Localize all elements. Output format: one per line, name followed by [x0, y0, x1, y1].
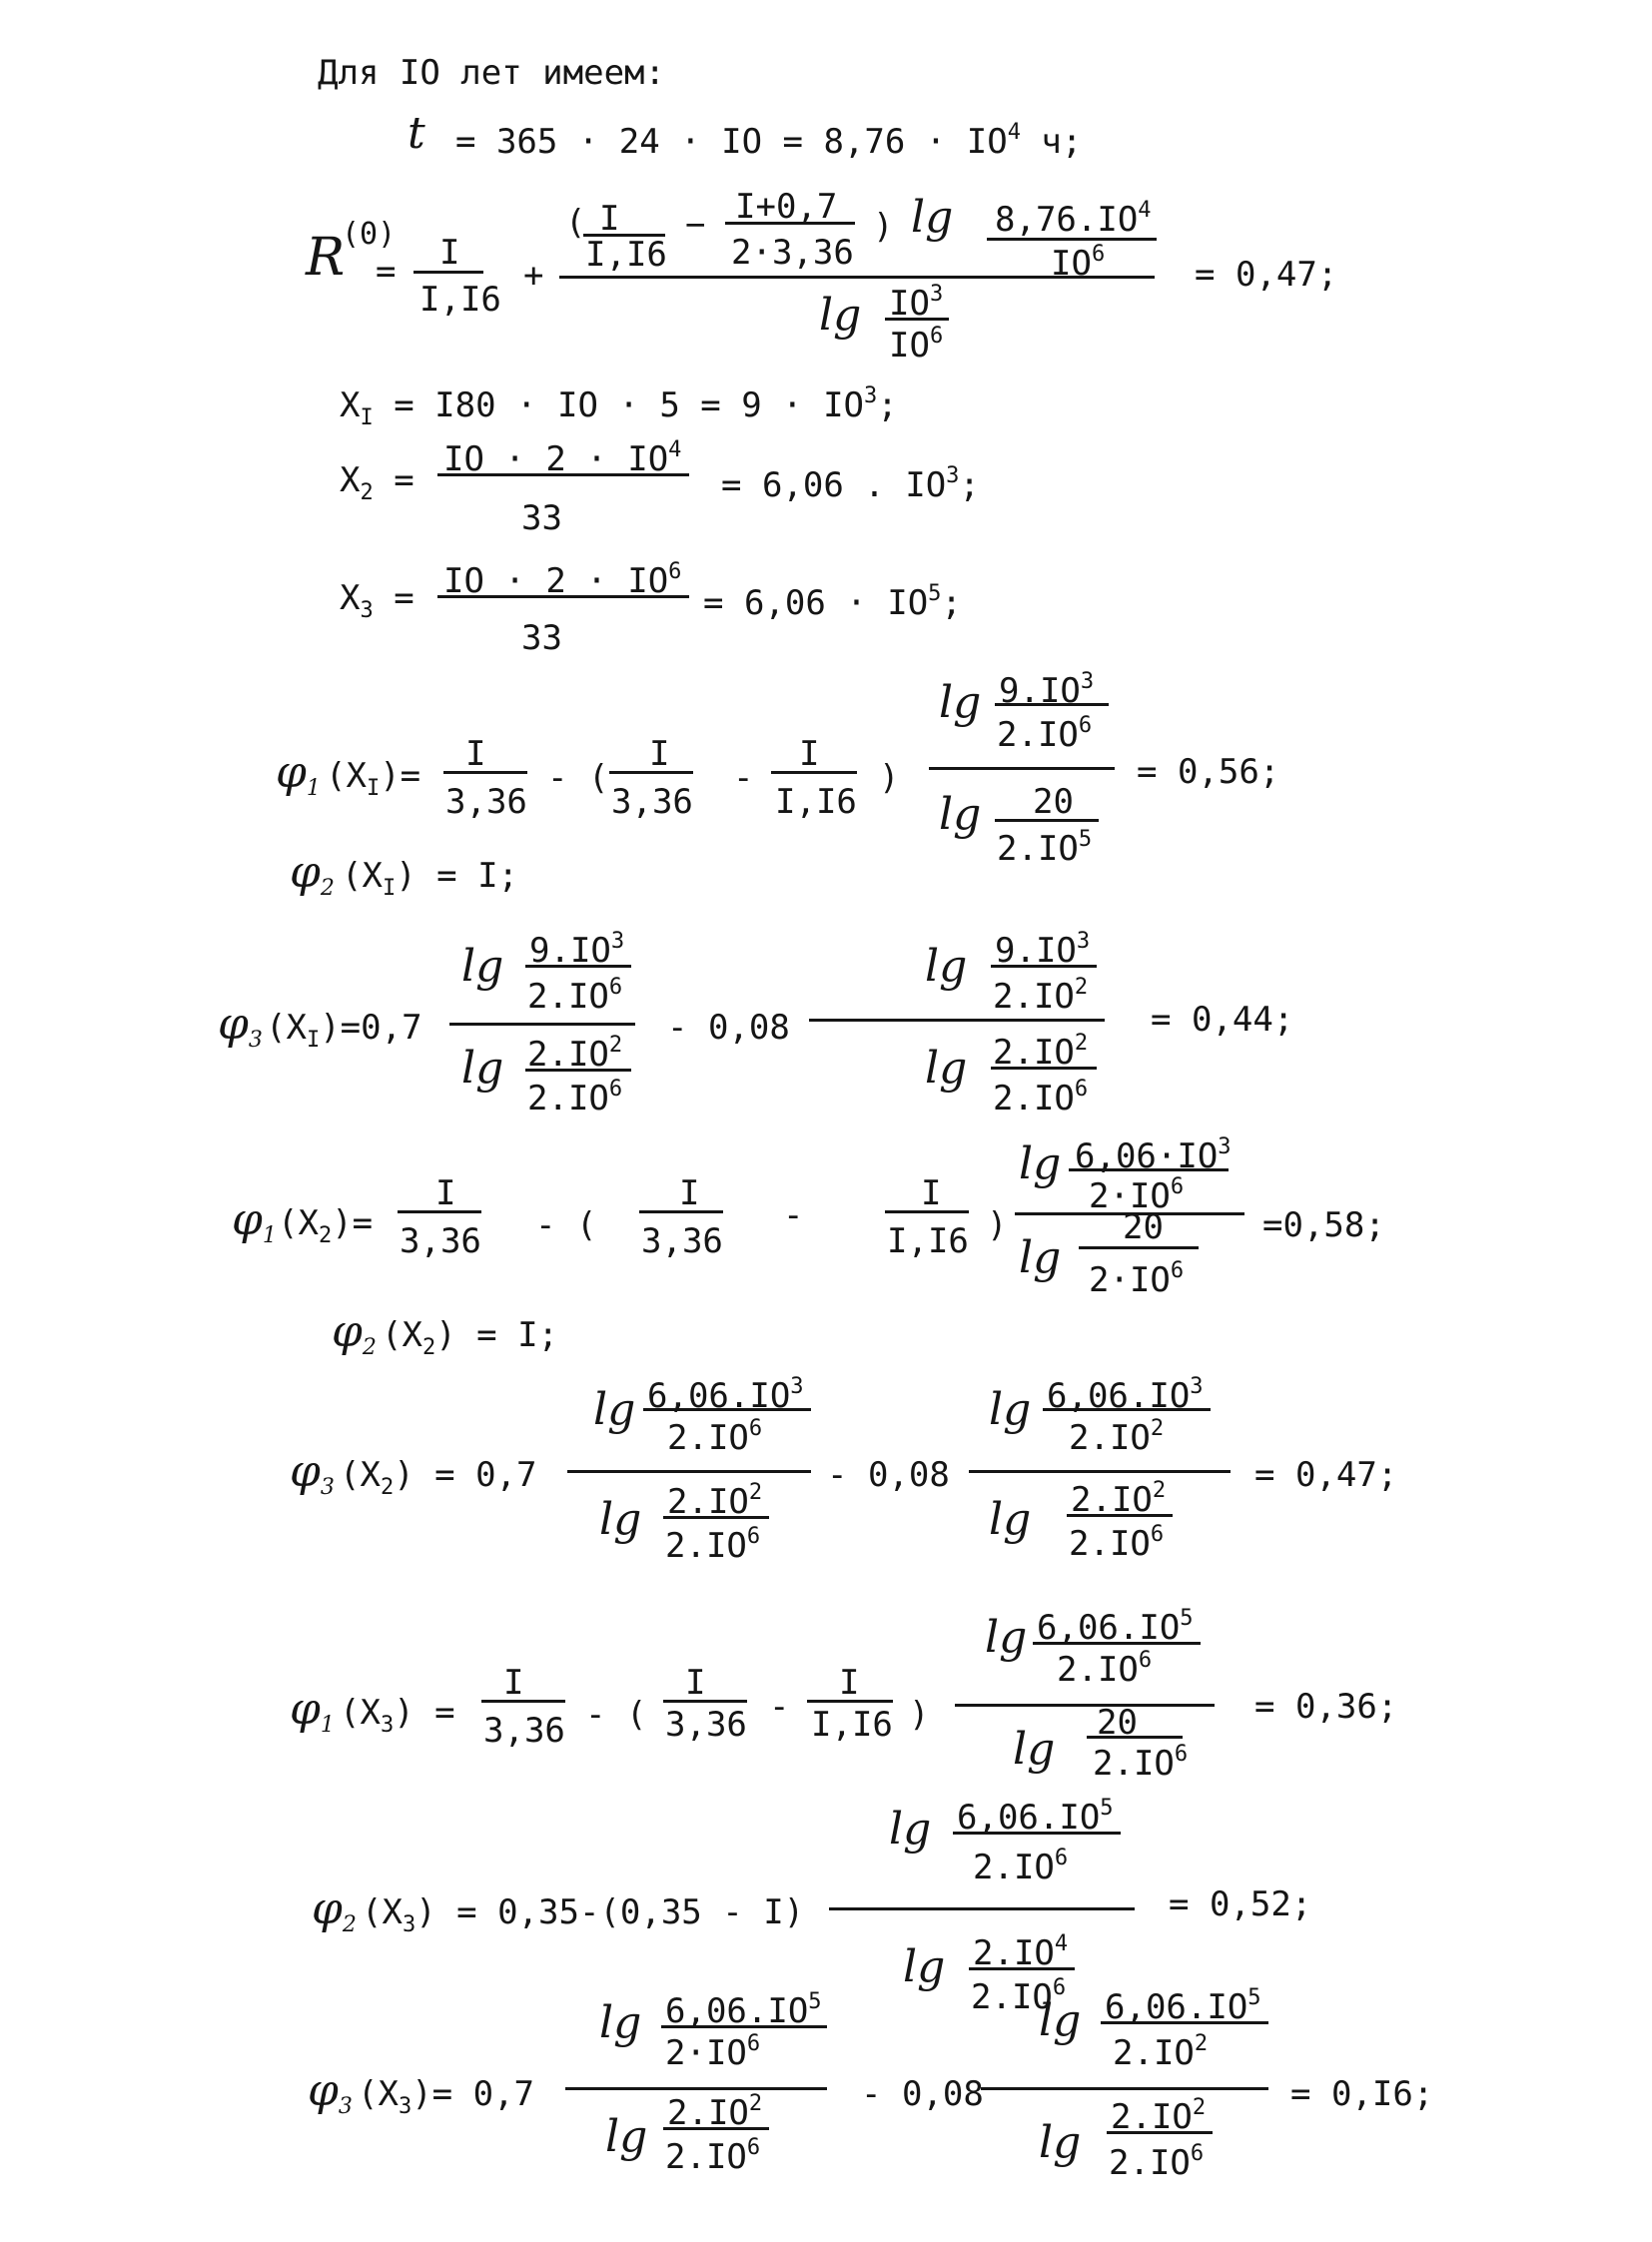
fraction-bar	[1079, 1246, 1199, 1249]
fraction-bar	[663, 1516, 769, 1519]
frac-den: I,I6	[811, 1705, 893, 1745]
lg-label: lg	[903, 1941, 946, 1992]
frac-num: I	[921, 1173, 942, 1213]
phi-symbol: φ2	[312, 1883, 357, 1937]
frac-den: 3,36	[641, 1221, 723, 1261]
r-frac-a-den: I,I6	[419, 280, 501, 320]
frac-num: $6,06.IO^3$	[647, 1374, 804, 1416]
result: = 0,56;	[1137, 752, 1280, 792]
fraction-bar	[639, 1210, 723, 1213]
minus-coefficient: - 0,08	[667, 1008, 790, 1048]
phi1-x2-arg: $(X_2)=$	[278, 1203, 374, 1248]
frac-den: $2.IO^6$	[527, 975, 623, 1017]
main-fraction-bar	[969, 1470, 1231, 1473]
fraction-bar	[1087, 1736, 1183, 1739]
fraction-bar	[771, 771, 857, 774]
r-close-paren: )	[873, 207, 894, 247]
frac-den: $2\cdot IO^6$	[1089, 1174, 1185, 1216]
fraction-bar	[987, 238, 1157, 241]
phi-symbol: φ1	[276, 747, 321, 801]
frac-den: $2.IO^6$	[527, 1077, 623, 1119]
lg-label: lg	[989, 1494, 1032, 1545]
frac-num: I	[503, 1663, 524, 1703]
main-fraction-bar	[567, 1470, 811, 1473]
phi3-x1-arg: $(X_I)=0,7$	[266, 1008, 422, 1053]
r-frac-d-den: $IO^6$	[1051, 242, 1106, 284]
phi2-x1-body: $(X_I) = I$;	[342, 856, 519, 901]
minus-coefficient: - 0,08	[827, 1455, 950, 1495]
frac-num: $6,06.IO^5$	[665, 1989, 822, 2031]
result: =0,58;	[1262, 1205, 1385, 1245]
frac-num: I	[685, 1663, 706, 1703]
phi-symbol: φ2	[290, 847, 335, 901]
frac-den: $2.IO^6$	[1093, 1742, 1189, 1784]
frac-den: $2\cdot IO^6$	[665, 2031, 761, 2073]
result: = 0,47;	[1254, 1455, 1398, 1495]
lg-label: lg	[461, 941, 504, 992]
lg-label: lg	[1019, 1138, 1062, 1189]
frac-num: $6,06.IO^3$	[1047, 1374, 1204, 1416]
frac-num: I	[839, 1663, 860, 1703]
frac-num: $2.IO^2$	[1071, 1478, 1167, 1520]
lg-label: lg	[599, 1494, 642, 1545]
frac-den: $2\cdot IO^6$	[1089, 1258, 1185, 1300]
fraction-bar	[885, 1210, 969, 1213]
frac-den: $2.IO^5$	[997, 827, 1093, 869]
fraction-bar	[609, 771, 693, 774]
close-paren: )	[879, 758, 900, 798]
frac-num: $9.IO^3$	[995, 929, 1091, 971]
fraction-bar	[1107, 2131, 1213, 2134]
phi-symbol: φ3	[308, 2065, 353, 2119]
x3-num: IO · $2 \cdot IO^6$	[443, 559, 682, 601]
x2-den: 33	[521, 498, 562, 538]
main-fraction-bar	[559, 276, 1155, 279]
r-frac-c-den: 2·3,36	[731, 233, 854, 273]
r-frac-b-num: I	[599, 199, 620, 239]
frac-num: 20	[1097, 1703, 1138, 1743]
frac-num: $9.IO^3$	[529, 929, 625, 971]
r-lg-2: lg	[819, 290, 862, 341]
frac-den: $2.IO^6$	[973, 1846, 1069, 1887]
frac-den: $2.IO^6$	[1109, 2141, 1205, 2183]
fraction-bar	[807, 1700, 893, 1703]
phi2-x2-body: $(X_2) = I$;	[382, 1315, 559, 1360]
frac-num: $2.IO^2$	[993, 1031, 1089, 1073]
r-minus: −	[685, 205, 706, 245]
fraction-bar	[481, 1700, 565, 1703]
lg-label: lg	[925, 1043, 968, 1094]
frac-den: 3,36	[665, 1705, 747, 1745]
lg-label: lg	[939, 677, 982, 728]
main-fraction-bar	[829, 1907, 1135, 1910]
result: = 0,36;	[1254, 1687, 1398, 1727]
fraction-bar	[437, 473, 689, 476]
r-frac-d-num: $8,76.IO^4$	[995, 198, 1152, 240]
phi-symbol: φ2	[332, 1306, 377, 1360]
main-fraction-bar	[809, 1019, 1105, 1022]
frac-num: $9.IO^3$	[999, 669, 1095, 711]
result: = 0,44;	[1151, 1000, 1294, 1040]
minus-coefficient: - 0,08	[861, 2074, 984, 2114]
open-paren: - (	[585, 1695, 647, 1735]
main-fraction-bar	[929, 767, 1115, 770]
fraction-bar	[663, 1700, 747, 1703]
lg-label: lg	[1039, 2117, 1082, 2168]
main-fraction-bar	[565, 2087, 827, 2090]
fraction-bar	[525, 965, 631, 968]
fraction-bar	[398, 1210, 481, 1213]
close-paren: )	[909, 1695, 930, 1735]
frac-num: I	[799, 734, 820, 774]
t-rhs: = 365 · 24 · IO = $8,76 \cdot IO^4$ ч;	[455, 120, 1083, 162]
main-fraction-bar	[449, 1023, 635, 1026]
fraction-bar	[953, 1832, 1121, 1835]
lg-label: lg	[1019, 1232, 1062, 1283]
minus: -	[783, 1195, 804, 1235]
fraction-bar	[525, 1069, 631, 1072]
lg-label: lg	[599, 1997, 642, 2048]
frac-num: 20	[1123, 1207, 1164, 1247]
phi1-x3-arg: $(X_3)$ =	[340, 1693, 455, 1738]
main-fraction-bar	[981, 2087, 1268, 2090]
header-text: Для IO лет имеем:	[318, 53, 665, 93]
fraction-bar	[885, 318, 949, 321]
r-equals: =	[376, 252, 397, 292]
x3-lhs: $X_3$ =	[340, 578, 414, 623]
phi-symbol: φ1	[232, 1194, 277, 1248]
frac-den: 3,36	[445, 782, 527, 822]
frac-num: $2.IO^2$	[667, 2091, 763, 2133]
frac-den: $2.IO^6$	[993, 1077, 1089, 1119]
fraction-bar	[413, 271, 483, 274]
phi3-x3-arg: $(X_3)= 0,7$	[358, 2074, 535, 2119]
r-symbol: R	[306, 228, 346, 288]
fraction-bar	[725, 222, 855, 225]
minus: -	[733, 758, 754, 798]
frac-num: $6,06.IO^5$	[1037, 1606, 1194, 1648]
frac-den: I,I6	[775, 782, 857, 822]
x2-rhs: = 6,06 . $IO^3$;	[721, 463, 980, 505]
frac-den: $2.IO^6$	[665, 2135, 761, 2177]
frac-num: $2.IO^2$	[667, 1480, 763, 1522]
frac-num: 20	[1033, 782, 1074, 822]
fraction-bar	[991, 965, 1097, 968]
lg-label: lg	[985, 1612, 1028, 1663]
fraction-bar	[1033, 1642, 1201, 1645]
frac-num: $2.IO^2$	[1111, 2095, 1207, 2137]
frac-num: $6,06\cdot IO^3$	[1075, 1134, 1232, 1176]
frac-den: $2.IO^2$	[1113, 2031, 1209, 2073]
lg-label: lg	[989, 1384, 1032, 1435]
fraction-bar	[1067, 1514, 1173, 1517]
x1-lhs: $X_I = I80$ · IO · $5 = 9 \cdot IO^3$;	[340, 383, 898, 430]
r-plus: +	[523, 256, 544, 296]
r-superscript: (0)	[342, 217, 397, 252]
lg-label: lg	[889, 1804, 932, 1855]
fraction-bar	[991, 1067, 1097, 1070]
fraction-bar	[1043, 1408, 1211, 1411]
fraction-bar	[995, 703, 1109, 706]
frac-den: $2.IO^6$	[1069, 1522, 1165, 1564]
open-paren: - (	[547, 758, 609, 798]
lg-label: lg	[925, 941, 968, 992]
frac-den: $2.IO^2$	[1069, 1416, 1165, 1458]
lg-label: lg	[1039, 1995, 1082, 2046]
frac-num: $2.IO^2$	[527, 1033, 623, 1075]
fraction-bar	[995, 819, 1099, 822]
frac-den: I,I6	[887, 1221, 969, 1261]
result: = 0,52;	[1169, 1884, 1312, 1924]
phi-symbol: φ3	[290, 1446, 335, 1500]
close-paren: )	[987, 1205, 1008, 1245]
main-fraction-bar	[955, 1704, 1215, 1707]
fraction-bar	[1101, 2021, 1268, 2024]
fraction-bar	[1069, 1168, 1229, 1171]
frac-num: $6,06.IO^5$	[1105, 1985, 1261, 2027]
r-lg-1: lg	[911, 192, 954, 243]
fraction-bar	[969, 1967, 1075, 1970]
phi1-x1-arg: $(X_I)=$	[326, 756, 421, 801]
x3-den: 33	[521, 618, 562, 658]
lg-label: lg	[593, 1384, 636, 1435]
frac-num: I	[435, 1173, 456, 1213]
result: = 0,I6;	[1290, 2074, 1434, 2114]
r-frac-c-num: I+0,7	[735, 187, 838, 227]
x3-rhs: = $6,06 \cdot IO^5$;	[703, 581, 962, 623]
frac-den: $2.IO^6$	[997, 713, 1093, 755]
fraction-bar	[437, 595, 689, 598]
minus: -	[769, 1687, 790, 1727]
lg-label: lg	[939, 789, 982, 840]
frac-den: 3,36	[483, 1711, 565, 1751]
x2-lhs: $X_2$ =	[340, 460, 414, 505]
open-paren: - (	[535, 1205, 597, 1245]
lg-label: lg	[461, 1043, 504, 1094]
frac-num: I	[679, 1173, 700, 1213]
t-symbol: t	[408, 108, 425, 159]
frac-num: $6,06.IO^5$	[957, 1796, 1114, 1838]
frac-num: I	[465, 734, 486, 774]
fraction-bar	[643, 1408, 811, 1411]
frac-den: 3,36	[611, 782, 693, 822]
phi3-x2-arg: $(X_2) = 0,7$	[340, 1455, 537, 1500]
phi-symbol: φ3	[218, 999, 263, 1053]
frac-den: $2.IO^2$	[993, 975, 1089, 1017]
r-frac-a-num: I	[439, 233, 460, 273]
x2-num: IO · $2 \cdot IO^4$	[443, 437, 682, 479]
frac-num: I	[649, 734, 670, 774]
frac-den: $2.IO^6$	[1057, 1648, 1153, 1690]
frac-den: $2.IO^6$	[667, 1416, 763, 1458]
r-open-paren: (	[565, 203, 586, 243]
frac-den: $2.IO^6$	[971, 1975, 1067, 2017]
r-result: = 0,47;	[1195, 255, 1338, 295]
fraction-bar	[663, 2127, 769, 2130]
phi2-x3-arg: $(X_3) = 0,35-(0,35 - I)$	[362, 1892, 805, 1937]
fraction-bar	[661, 2025, 827, 2028]
r-frac-e-num: $IO^3$	[889, 282, 944, 324]
fraction-bar	[443, 771, 527, 774]
frac-den: $2.IO^6$	[665, 1524, 761, 1566]
frac-num: $2.IO^4$	[973, 1931, 1069, 1973]
phi-symbol: φ1	[290, 1684, 335, 1738]
lg-label: lg	[1013, 1724, 1056, 1775]
lg-label: lg	[605, 2111, 648, 2162]
r-frac-e-den: $IO^6$	[889, 324, 944, 366]
r-frac-b-den: I,I6	[585, 235, 667, 275]
frac-den: 3,36	[400, 1221, 481, 1261]
